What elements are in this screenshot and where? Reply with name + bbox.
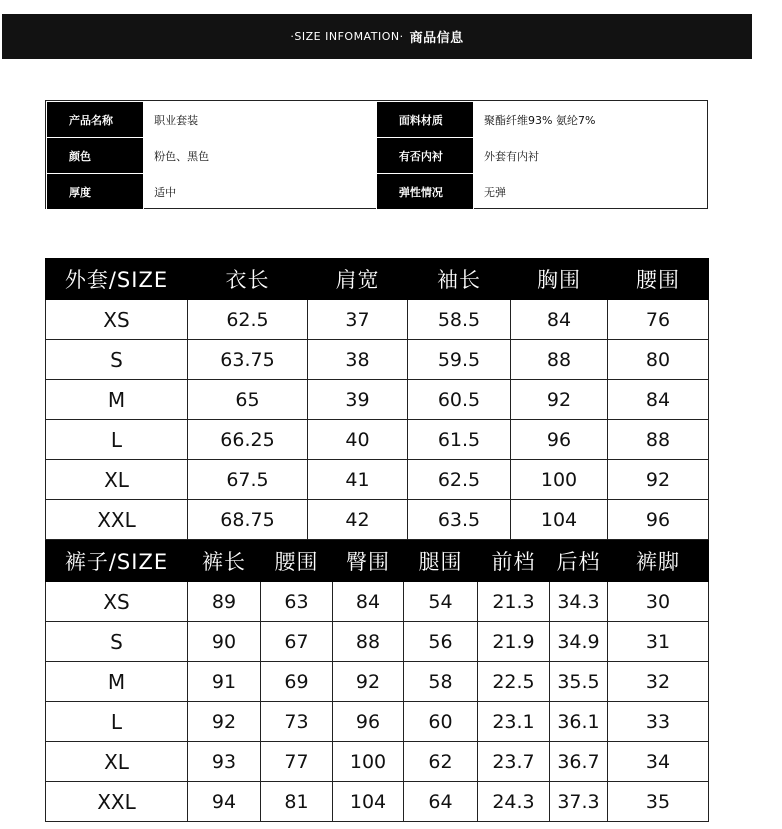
measurement-cell: 100 [511,460,608,500]
measurement-cell: 35.5 [550,662,608,702]
table-row [46,742,709,782]
table-row [46,380,709,420]
size-label-cell: XL [46,742,188,782]
size-label-cell: M [46,380,188,420]
measurement-cell: 30 [608,582,709,622]
measurement-cell: 24.3 [478,782,550,822]
measurement-cell: 36.1 [550,702,608,742]
measurement-cell: 37.3 [550,782,608,822]
info-row [47,138,707,174]
product-info-table [45,100,708,209]
measurement-cell: 56 [404,622,478,662]
measurement-cell: 62 [404,742,478,782]
info-label: 厚度 [47,174,144,210]
measurement-cell: 84 [333,582,404,622]
measurement-cell: 65 [188,380,308,420]
jacket-header-cell: 胸围 [511,259,608,300]
measurement-cell: 60 [404,702,478,742]
measurement-cell: 88 [511,340,608,380]
info-value: 外套有内衬 [484,149,540,163]
measurement-cell: 21.3 [478,582,550,622]
jacket-header-row [46,259,709,300]
measurement-cell: 67 [261,622,333,662]
table-row [46,702,709,742]
measurement-cell: 59.5 [408,340,511,380]
measurement-cell: 63 [261,582,333,622]
measurement-cell: 37 [308,300,408,340]
measurement-cell: 21.9 [478,622,550,662]
measurement-cell: 39 [308,380,408,420]
measurement-cell: 88 [333,622,404,662]
measurement-cell: 84 [608,380,709,420]
measurement-cell: 88 [608,420,709,460]
measurement-cell: 34 [608,742,709,782]
jacket-header-cell: 腰围 [608,259,709,300]
measurement-cell: 64 [404,782,478,822]
measurement-cell: 89 [188,582,261,622]
measurement-cell: 90 [188,622,261,662]
pants-header-cell: 裤脚 [608,541,709,582]
info-label: 面料材质 [376,102,473,138]
info-value: 适中 [154,185,177,199]
measurement-cell: 38 [308,340,408,380]
measurement-cell: 66.25 [188,420,308,460]
pants-header-cell: 前档 [478,541,550,582]
pants-header-cell: 腰围 [261,541,333,582]
measurement-cell: 80 [608,340,709,380]
measurement-cell: 73 [261,702,333,742]
info-label: 弹性情况 [376,174,473,210]
table-row [46,662,709,702]
measurement-cell: 61.5 [408,420,511,460]
measurement-cell: 96 [511,420,608,460]
measurement-cell: 96 [608,500,709,540]
measurement-cell: 62.5 [188,300,308,340]
measurement-cell: 31 [608,622,709,662]
jacket-header-cell: 衣长 [188,259,308,300]
measurement-cell: 58.5 [408,300,511,340]
size-label-cell: XS [46,582,188,622]
measurement-cell: 94 [188,782,261,822]
measurement-cell: 92 [511,380,608,420]
measurement-cell: 63.5 [408,500,511,540]
table-row [46,582,709,622]
measurement-cell: 35 [608,782,709,822]
measurement-cell: 23.1 [478,702,550,742]
pants-header-row [46,541,709,582]
measurement-cell: 36.7 [550,742,608,782]
measurement-cell: 58 [404,662,478,702]
measurement-cell: 32 [608,662,709,702]
banner-chinese-title: 商品信息 [409,31,464,46]
measurement-cell: 100 [333,742,404,782]
jacket-header-cell: 袖长 [408,259,511,300]
measurement-cell: 67.5 [188,460,308,500]
measurement-cell: 34.9 [550,622,608,662]
measurement-cell: 91 [188,662,261,702]
measurement-cell: 92 [608,460,709,500]
jacket-header-cell: 肩宽 [308,259,408,300]
measurement-cell: 54 [404,582,478,622]
pants-size-table [45,540,709,822]
measurement-cell: 68.75 [188,500,308,540]
table-row [46,340,709,380]
banner-english-title: ·SIZE INFOMATION· [290,30,404,43]
measurement-cell: 60.5 [408,380,511,420]
size-label-cell: XXL [46,782,188,822]
pants-header-cell: 后档 [550,541,608,582]
measurement-cell: 41 [308,460,408,500]
info-label: 颜色 [47,138,144,174]
size-label-cell: M [46,662,188,702]
info-row [47,102,707,138]
measurement-cell: 92 [333,662,404,702]
pants-header-cell: 臀围 [333,541,404,582]
measurement-cell: 34.3 [550,582,608,622]
info-value: 职业套装 [154,113,199,127]
measurement-cell: 93 [188,742,261,782]
info-label: 产品名称 [47,102,144,138]
size-label-cell: L [46,420,188,460]
measurement-cell: 62.5 [408,460,511,500]
size-info-banner [2,14,752,59]
measurement-cell: 96 [333,702,404,742]
measurement-cell: 33 [608,702,709,742]
info-value: 聚酯纤维93% 氨纶7% [484,113,596,127]
pants-header-cell: 腿围 [404,541,478,582]
measurement-cell: 63.75 [188,340,308,380]
measurement-cell: 40 [308,420,408,460]
size-label-cell: S [46,340,188,380]
table-row [46,460,709,500]
measurement-cell: 23.7 [478,742,550,782]
measurement-cell: 81 [261,782,333,822]
table-row [46,782,709,822]
measurement-cell: 22.5 [478,662,550,702]
info-row [47,174,707,210]
size-label-cell: XL [46,460,188,500]
pants-header-cell: 裤长 [188,541,261,582]
size-label-cell: L [46,702,188,742]
table-row [46,500,709,540]
measurement-cell: 77 [261,742,333,782]
info-value: 粉色、黑色 [154,149,210,163]
pants-header-cell: 裤子/SIZE [46,541,188,582]
jacket-size-table [45,258,709,540]
info-label: 有否内衬 [376,138,473,174]
measurement-cell: 69 [261,662,333,702]
size-label-cell: XS [46,300,188,340]
measurement-cell: 92 [188,702,261,742]
info-value: 无弹 [484,185,507,199]
size-label-cell: S [46,622,188,662]
jacket-header-cell: 外套/SIZE [46,259,188,300]
size-label-cell: XXL [46,500,188,540]
measurement-cell: 84 [511,300,608,340]
table-row [46,622,709,662]
measurement-cell: 104 [333,782,404,822]
table-row [46,300,709,340]
measurement-cell: 104 [511,500,608,540]
measurement-cell: 76 [608,300,709,340]
table-row [46,420,709,460]
measurement-cell: 42 [308,500,408,540]
